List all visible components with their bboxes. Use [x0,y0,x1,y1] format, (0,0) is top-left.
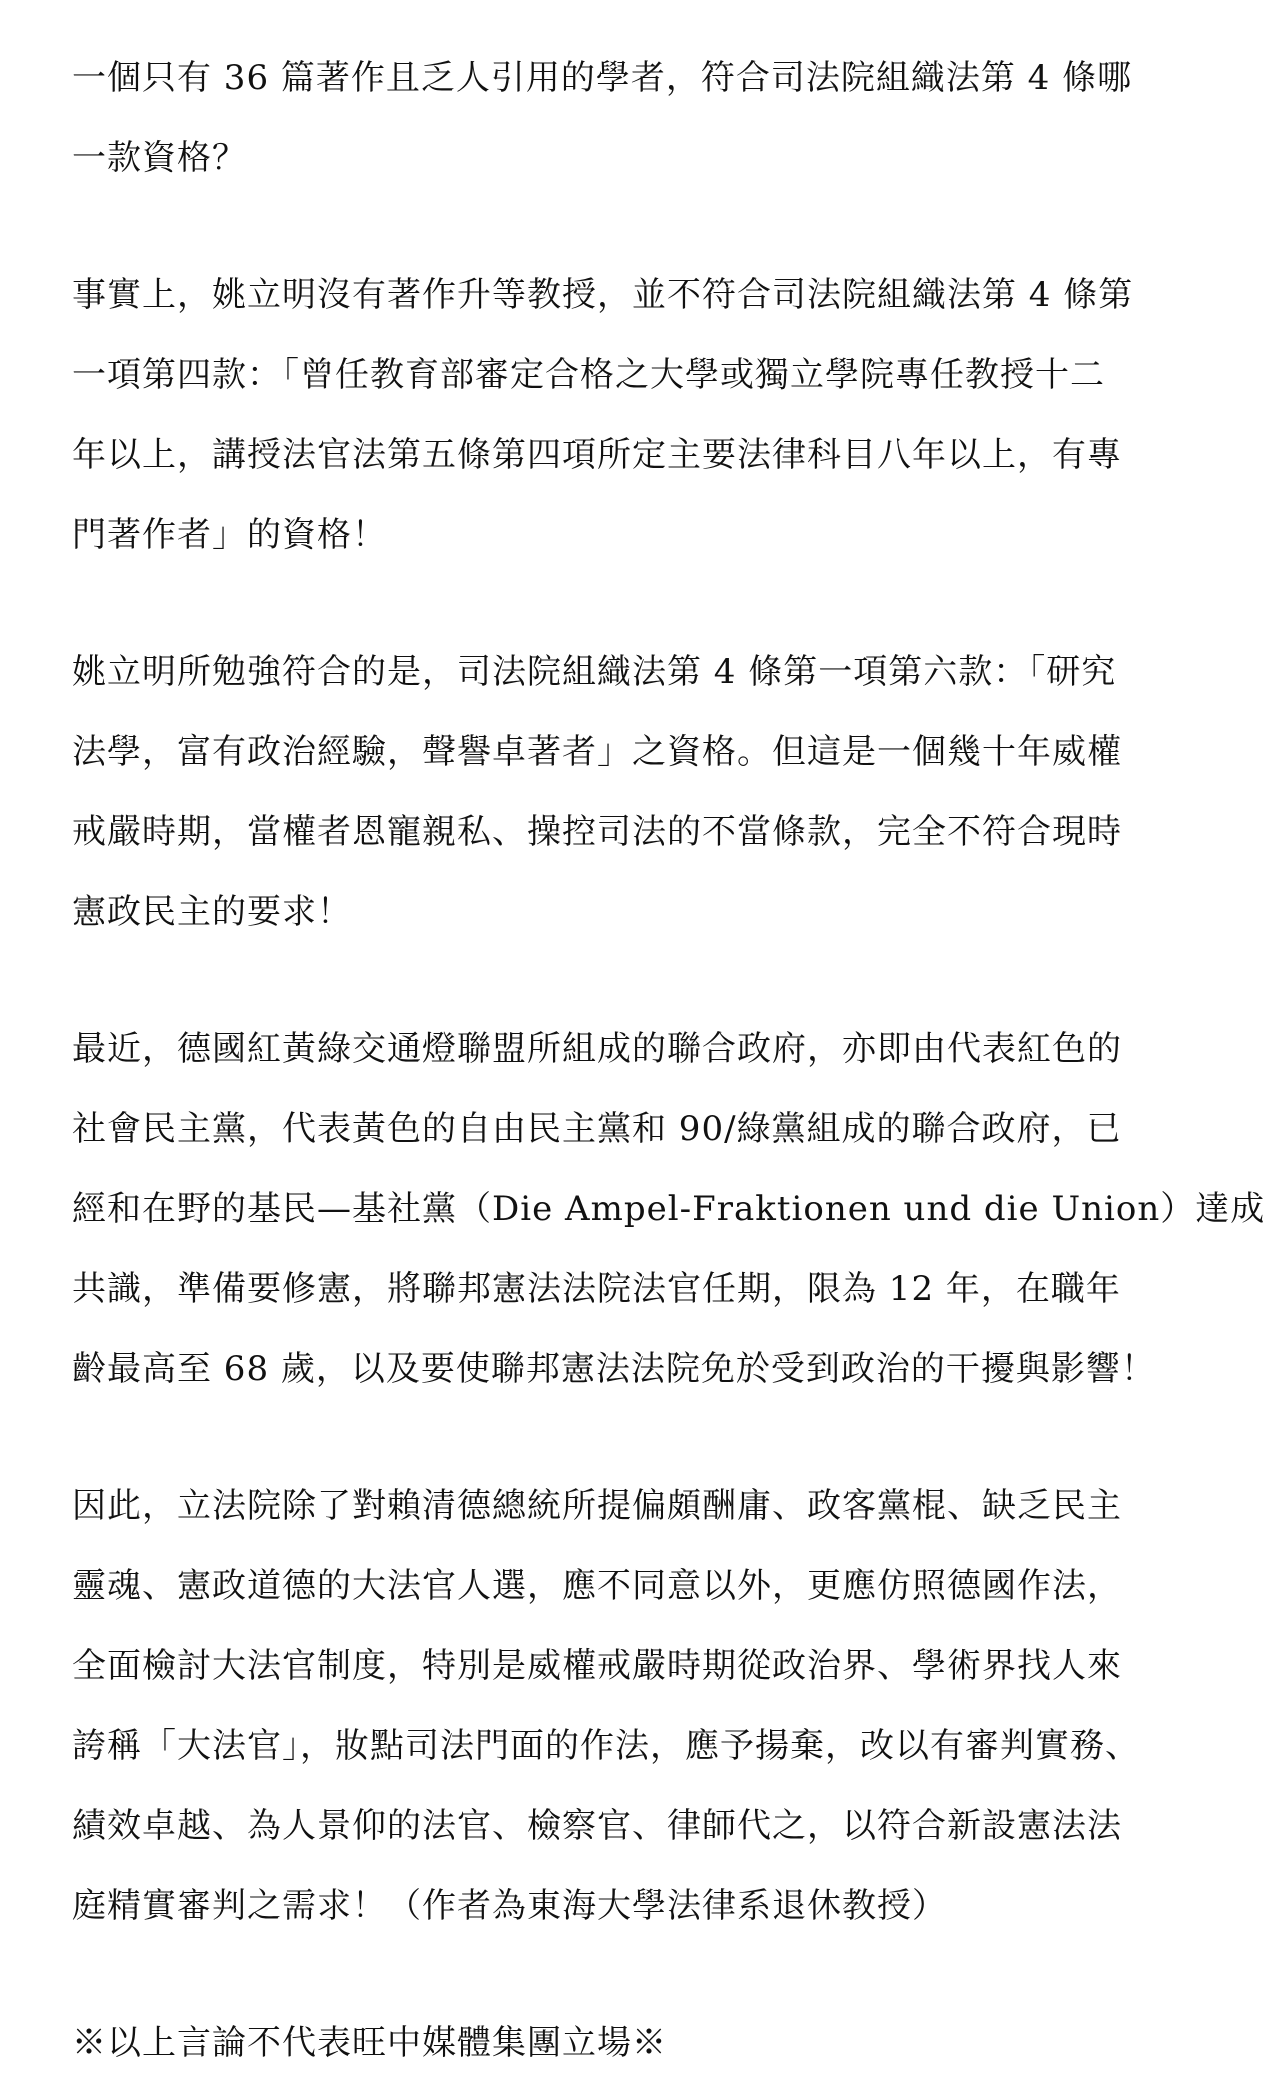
text-line: 最近，德國紅黃綠交通燈聯盟所組成的聯合政府，亦即由代表紅色的 [72,1029,1122,1069]
text-line: 社會民主黨，代表黃色的自由民主黨和 90/綠黨組成的聯合政府，已 [72,1109,1122,1149]
text-line: 共識，準備要修憲，將聯邦憲法法院法官任期，限為 12 年，在職年 [72,1269,1121,1309]
paragraph-4 [72,1009,1266,1409]
text-line: 全面檢討大法官制度，特別是威權戒嚴時期從政治界、學術界找人來 [72,1646,1122,1686]
paragraph-2 [72,255,1222,575]
text-line: 一個只有 36 篇著作且乏人引用的學者，符合司法院組織法第 4 條哪 [72,58,1133,98]
text-line: 因此，立法院除了對賴清德總統所提偏頗酬庸、政客黨棍、缺乏民主 [72,1486,1122,1526]
text-line: 門著作者」的資格！ [72,515,387,555]
text-line: 法學，富有政治經驗，聲譽卓著者」之資格。但這是一個幾十年威權 [72,732,1122,772]
paragraph-5 [72,1466,1222,1946]
text-line: 年以上，講授法官法第五條第四項所定主要法律科目八年以上，有專 [72,435,1122,475]
text-line: 齡最高至 68 歲，以及要使聯邦憲法法院免於受到政治的干擾與影響！ [72,1349,1156,1389]
text-line: 一項第四款：「曾任教育部審定合格之大學或獨立學院專任教授十二 [72,355,1105,395]
text-line: 事實上，姚立明沒有著作升等教授，並不符合司法院組織法第 4 條第 [72,275,1134,315]
text-line: 一款資格？ [72,138,247,178]
text-line: 戒嚴時期，當權者恩寵親私、操控司法的不當條款，完全不符合現時 [72,812,1122,852]
disclaimer [72,2003,1222,2083]
disclaimer-text: ※以上言論不代表旺中媒體集團立場※ [72,2023,667,2063]
text-line: 經和在野的基民—基社黨（Die Ampel-Fraktionen und die Union）達成 [72,1189,1266,1229]
paragraph-3 [72,632,1222,952]
paragraph-1 [72,38,1222,198]
text-line: 誇稱「大法官」，妝點司法門面的作法，應予揚棄，改以有審判實務、 [72,1726,1140,1766]
text-line: 姚立明所勉強符合的是，司法院組織法第 4 條第一項第六款：「研究 [72,652,1117,692]
text-line: 靈魂、憲政道德的大法官人選，應不同意以外，更應仿照德國作法， [72,1566,1122,1606]
article-page [72,38,1266,2083]
text-line: 憲政民主的要求！ [72,892,352,932]
text-line: 績效卓越、為人景仰的法官、檢察官、律師代之，以符合新設憲法法 [72,1806,1122,1846]
text-line: 庭精實審判之需求！（作者為東海大學法律系退休教授） [72,1886,947,1926]
